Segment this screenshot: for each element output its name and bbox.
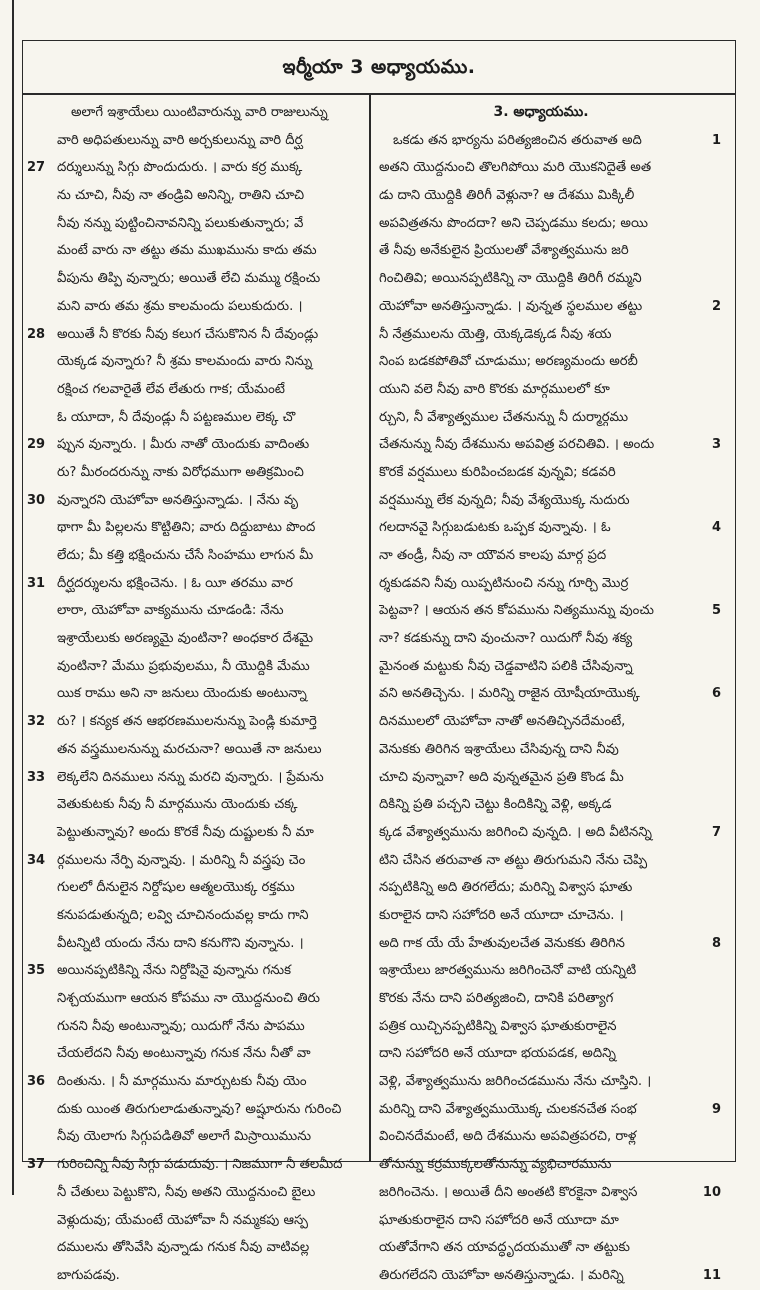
line-text: చేయలేదని నీవు అంటున్నావు గనుక నేను నీతో వా [57, 1046, 311, 1062]
text-line [27, 1068, 355, 1096]
text-line [379, 1013, 721, 1041]
chapter-heading: 3. అధ్యాయము. [493, 104, 589, 120]
line-text: వీపును తిప్పి వున్నారు; అయితే లేచి మమ్ము రక్షించు [57, 271, 321, 287]
text-line [27, 431, 355, 459]
text-line [27, 847, 355, 875]
line-text: రక్షించ గలవారైతే లేవ లేతురు గాక; యేమంటే [57, 381, 285, 397]
text-line [379, 210, 721, 238]
text-line [27, 902, 355, 930]
verse-number: 11 [702, 1267, 721, 1283]
text-line [379, 874, 721, 902]
line-text: యతోవేగాని తన యావద్ధృదయముతో నా తట్టుకు [379, 1240, 630, 1256]
line-text: చూచి వున్నావా? అది వున్నతమైన ప్రతి కొండ మీ [379, 769, 624, 785]
line-text: అపవిత్రతను పొందదా? అని చెప్పడము కలదు; అయి [379, 215, 648, 231]
line-text: ఇశ్రాయేలు జారత్వమును జరిగించెనో వాటి యన్నిటి [379, 963, 637, 979]
line-text: లేదు; మీ కత్తి భక్షించును చేసే సింహము లాగున మీ [57, 548, 314, 563]
line-text: ఒకడు తన భార్యను పరిత్యజించిన తరువాత అది [393, 132, 642, 148]
line-text: చేతనున్ను నీవు దేశమును అపవిత్ర పరచితివి. । అందు [379, 437, 655, 453]
verse-number: 1 [711, 132, 721, 148]
text-line [379, 819, 721, 847]
line-text: ఘాతుకురాలైన దాని సహోదరి అనే యూదా మా [379, 1212, 619, 1228]
line-text: వెళ్లి, వేశ్యాత్వమును జరిగించడమును నేను చూస్తిని. । [379, 1074, 652, 1090]
verse-number: 5 [711, 603, 721, 619]
line-text: గురించిన్ని నీవు సిగ్గు పడుదువు. । నిజముగా నీ తలమీద [57, 1157, 343, 1173]
line-text: అలాగే ఇశ్రాయేలు యింటివారున్ను వారి రాజులున్ను [71, 105, 328, 120]
line-text: వీటన్నిటి యందు నేను దాని కనుగొని వున్నాను. । [57, 935, 304, 951]
line-text: వని అనతిచ్చెను. । మరిన్ని రాజైన యోషీయాయొక్క [379, 686, 640, 702]
line-text: యిక రాము అని నా జనులు యెందుకు అంటున్నా [57, 686, 307, 702]
text-line [379, 957, 721, 985]
text-line [379, 597, 721, 625]
line-text: తిరుగలేదని యెహోవా అనతిస్తున్నాడు. । మరిన్ని [379, 1267, 624, 1283]
line-text: నీ నేత్రములను యెత్తి, యెక్కడెక్కడ నీవు శయ [379, 326, 612, 342]
verse-number: 33 [27, 769, 46, 785]
text-line [379, 902, 721, 930]
text-line [379, 265, 721, 293]
text-line [379, 182, 721, 210]
text-line [379, 514, 721, 542]
verse-number: 37 [27, 1157, 46, 1173]
line-text: అది గాక యే యే హేతువులచేత వెనుకకు తిరిగిన [379, 935, 625, 951]
text-line [27, 874, 355, 902]
text-line [379, 653, 721, 681]
text-line [27, 1207, 355, 1235]
line-text: క్కడ వేశ్యాత్వమును జరిగించి వున్నది. । అది వీటినన్ని [379, 824, 652, 840]
text-line [27, 265, 355, 293]
line-text: మరిన్ని దాని వేశ్యాత్వముయొక్క చులకనచేత సంభ [379, 1101, 637, 1117]
text-line [27, 1123, 355, 1151]
line-text: నిశ్చయముగా ఆయన కోపము నా యొద్దనుంచి తిరు [57, 991, 320, 1006]
text-line [379, 736, 721, 764]
text-line [379, 487, 721, 515]
right-text-column [379, 99, 721, 1290]
line-text: రు? । కన్యక తన ఆభరణములనున్ను పెండ్లి కుమార్తె [57, 714, 317, 730]
text-line [379, 127, 721, 155]
line-text: అతని యొద్దనుంచి తొలగిపోయి మరి యొకనిదైతే అత [379, 160, 652, 176]
line-text: అయినప్పటికిన్ని నేను నిర్దోషినై వున్నాను గనుక [57, 963, 291, 979]
verse-number: 9 [711, 1101, 721, 1117]
text-line [27, 542, 355, 570]
line-text: దాని సహోదరి అనే యూదా భయపడక, అదిన్ని [379, 1046, 616, 1062]
line-text: వర్షమున్ను లేక వున్నది; నీవు వేశ్యయొక్క నుదురు [379, 492, 630, 508]
text-line [27, 154, 355, 182]
line-text: గులలో దీనులైన నిర్దోషుల ఆత్మలయొక్క రక్తము [57, 880, 295, 896]
text-line [379, 1096, 721, 1124]
text-line [27, 957, 355, 985]
line-text: నింప బడకపోతివో చూడుము; అరణ్యమందు అరబీ [379, 354, 638, 370]
text-line [379, 404, 721, 432]
line-text: జరిగించెను. । అయితే దీని అంతటి కొరకైనా విశ్వాస [379, 1184, 638, 1200]
verse-number: 30 [27, 492, 46, 508]
line-text: ప్పున వున్నారు. । మీరు నాతో యెందుకు వాదింతు [57, 437, 310, 453]
text-line [27, 99, 355, 127]
verse-number: 4 [711, 520, 721, 536]
line-text: కొరకే వర్షములు కురిపించబడక వున్నవి; కడవరి [379, 464, 616, 480]
line-text: నప్పటికిన్ని అది తిరగలేదు; మరిన్ని విశ్వాస ఘాతు [379, 880, 633, 896]
verse-number: 3 [711, 437, 721, 453]
line-text: యెహోవా అనతిస్తున్నాడు. । వున్నత స్థలముల తట్టు [379, 298, 643, 314]
header-divider [23, 93, 735, 95]
text-line [379, 1123, 721, 1151]
line-text: రు? మీరందరున్ను నాకు విరోధముగా అతిక్రమించి [57, 464, 304, 480]
text-line [27, 127, 355, 155]
verse-number: 34 [27, 852, 46, 868]
line-text: నా? కడకున్ను దాని వుంచునా? యిదుగో నీవు శక్య [379, 631, 633, 647]
text-line [27, 985, 355, 1013]
verse-number: 2 [711, 298, 721, 314]
page-title: ఇర్మీయా 3 అధ్యాయము. [282, 55, 476, 78]
text-line [379, 237, 721, 265]
text-line [27, 819, 355, 847]
text-line [27, 570, 355, 598]
text-line [27, 348, 355, 376]
text-line [379, 348, 721, 376]
text-line [27, 1040, 355, 1068]
line-text: పెట్టవా? । ఆయన తన కోపమును నిత్యమున్ను వుంచు [379, 603, 654, 619]
line-text: వారి అధిపతులున్ను వారి అర్చకులున్ను వారి దీర్ఘ [57, 132, 303, 148]
line-text: వెనుకకు తిరిగిన ఇశ్రాయేలు చేసివున్న దాని నీవు [379, 741, 619, 757]
verse-number: 27 [27, 160, 46, 176]
line-text: లెక్కలేని దినములు నన్ను మరచి వున్నారు. । ప్రేమను [57, 769, 324, 785]
text-line [27, 1151, 355, 1179]
text-line [27, 1179, 355, 1207]
verse-number: 32 [27, 714, 46, 730]
text-line [27, 930, 355, 958]
line-text: వించినదేమంటే, అది దేశమును అపవిత్రపరచి, రాళ్ల [379, 1129, 637, 1145]
text-line [27, 321, 355, 349]
line-text: నా తండ్రీ, నీవు నా యౌవన కాలపు మార్గ ప్రద [379, 548, 607, 563]
text-line [379, 459, 721, 487]
verse-number: 10 [702, 1184, 721, 1200]
verse-number: 35 [27, 963, 46, 979]
text-line [379, 985, 721, 1013]
text-line [379, 1234, 721, 1262]
line-text: బాగుపడవు. [57, 1267, 120, 1283]
text-line [379, 791, 721, 819]
text-line [27, 1262, 355, 1290]
text-line [379, 1179, 721, 1207]
line-text: గించితివి; అయినప్పటికిన్ని నా యొద్దికి తిరిగీ రమ్మని [379, 271, 642, 287]
left-text-column [27, 99, 355, 1290]
text-line [27, 1096, 355, 1124]
line-text: దములను తోసివేసి వున్నాడు గనుక నీవు వాటివల్ల [57, 1240, 310, 1256]
line-text: ర్గములను నేర్పి వున్నావు. । మరిన్ని నీ వస్త్రపు చెం [57, 852, 306, 868]
text-line [27, 376, 355, 404]
verse-number: 6 [711, 686, 721, 702]
line-text: దుకు యింత తిరుగులాడుతున్నావు? అష్షూరును గురించి [57, 1101, 342, 1117]
text-line [379, 431, 721, 459]
text-line [379, 321, 721, 349]
line-text: వున్నారని యెహోవా అనతిస్తున్నాడు. । నేను వృ [57, 492, 298, 508]
line-text: అయితే నీ కొరకు నీవు కలుగ చేసుకొనిన నీ దేవుండ్లు [57, 326, 319, 342]
line-text: ర్శకుడవని నీవు యిప్పటినుంచి నన్ను గూర్చి మొర్ర [379, 575, 629, 591]
page-binding-edge [12, 0, 14, 1195]
text-line [27, 653, 355, 681]
line-text: టిని చేసిన తరువాత నా తట్టు తిరుగుమని నేను చెప్పి [379, 852, 648, 868]
text-line [27, 708, 355, 736]
text-line [379, 680, 721, 708]
line-text: లారా, యెహోవా వాక్యమును చూడండి: నేను [57, 603, 284, 619]
line-text: వెళ్లుదువు; యేమంటే యెహోవా నీ నమ్మకపు ఆస్ప [57, 1212, 309, 1228]
text-line [27, 791, 355, 819]
line-text: కొరకు నేను దాని పరిత్యజించి, దానికి పరిత్యాగ [379, 991, 614, 1006]
text-line [379, 625, 721, 653]
line-text: పెట్టుతున్నావు? అందు కొరకే నీవు దుష్టులకు నీ మా [57, 824, 314, 840]
line-text: దర్శులున్ను సిగ్గు పొందుదురు. । వారు కర్ర ముక్క [57, 160, 303, 176]
line-text: గలదానవై సిగ్గుబడుటకు ఒప్పక వున్నావు. । ఓ [379, 520, 611, 536]
line-text: మంటే వారు నా తట్టు తమ ముఖమును కాదు తమ [57, 243, 317, 259]
line-text: వెతుకుటకు నీవు నీ మార్గమును యెందుకు చక్క [57, 797, 298, 813]
verse-number: 8 [711, 935, 721, 951]
text-line [27, 514, 355, 542]
line-text: ఇశ్రాయేలుకు అరణ్యమై వుంటినా? అంధకార దేశమై [57, 631, 314, 647]
line-text: ను చూచి, నీవు నా తండ్రివి అనిన్ని, రాతిని చూచి [57, 188, 305, 204]
text-line [379, 1151, 721, 1179]
line-text: కనుపడుతున్నది; లవ్వి చూచినందువల్ల కాదు గాని [57, 907, 309, 923]
verse-number: 28 [27, 326, 46, 342]
line-text: గునని నీవు అంటున్నావు; యిదుగో నేను పాపము [57, 1018, 305, 1034]
line-text: వుంటినా? మేము ప్రభువులము, నీ యొద్దికి మేము [57, 658, 310, 674]
text-line [27, 182, 355, 210]
text-line [379, 1068, 721, 1096]
line-text: కురాలైన దాని సహోదరి అనే యూదా చూచెను. । [379, 907, 624, 923]
text-line [379, 930, 721, 958]
verse-number: 31 [27, 575, 46, 591]
line-text: దింతును. । నీ మార్గమును మార్చుటకు నీవు యెం [57, 1074, 307, 1090]
column-divider [369, 95, 371, 1161]
text-line [27, 293, 355, 321]
line-text: తన వస్త్రములనున్ను మరచునా? అయితే నా జనులు [57, 741, 322, 757]
text-line [27, 764, 355, 792]
text-line [27, 1234, 355, 1262]
verse-number: 7 [711, 824, 721, 840]
line-text: దికిన్ని ప్రతి పచ్చని చెట్టు కిందికిన్ని వెళ్లి, అక్కడ [379, 797, 612, 813]
text-line [27, 1013, 355, 1041]
line-text: నీ చేతులు పెట్టుకొని, నీవు అతని యొద్దనుంచి బైలు [57, 1184, 316, 1200]
text-line [379, 1040, 721, 1068]
line-text: మైనంత మట్టుకు నీవు చెడ్డవాటిని పలికి చేసివున్నా [379, 658, 633, 674]
line-text: థాగా మీ పిల్లలను కొట్టితిని; వారు దిద్దుబాటు పొంద [57, 520, 316, 536]
verse-number: 29 [27, 437, 46, 453]
line-text: నీవు నన్ను పుట్టించినావనిన్ని పలుకుతున్నారు; వే [57, 215, 304, 231]
line-text: యెక్కడ వున్నారు? నీ శ్రమ కాలమందు వారు నిన్ను [57, 354, 313, 370]
text-line [27, 597, 355, 625]
text-line [379, 570, 721, 598]
line-text: ఓ యూదా, నీ దేవుండ్లు నీ పట్టణముల లెక్క చొ [57, 409, 296, 425]
verse-number: 36 [27, 1074, 46, 1090]
text-line [27, 625, 355, 653]
text-line [27, 680, 355, 708]
line-text: తోనున్ను కర్రముక్కలతోనున్ను వ్యభిచారమును [379, 1157, 612, 1173]
text-line [27, 404, 355, 432]
line-text: ర్చుని, నీ వేశ్యాత్వముల చేతనున్ను నీ దుర్మార్గము [379, 409, 629, 425]
line-text: డు దాని యొద్దికి తిరిగీ వెళ్లునా? ఆ దేశము మిక్కిలీ [379, 188, 635, 204]
line-text: తే నీవు అనేకులైన ప్రియులతో వేశ్యాత్వమును జరి [379, 243, 629, 259]
text-line [27, 237, 355, 265]
line-text: మని వారు తమ శ్రమ కాలమందు పలుకుదురు. । [57, 298, 303, 314]
text-line [379, 154, 721, 182]
line-text: నీవు యెలాగు సిగ్గుపడితివో అలాగే మిస్రాయిమును [57, 1129, 312, 1145]
text-line [379, 376, 721, 404]
page-frame [22, 40, 736, 1283]
text-line [379, 764, 721, 792]
line-text: పత్రిక యిచ్చినప్పటికిన్ని విశ్వాస ఘాతుకురాలైన [379, 1018, 617, 1034]
text-line [379, 542, 721, 570]
line-text: దినములలో యెహోవా నాతో అనతిచ్చినదేమంటే, [379, 714, 626, 730]
text-line [379, 708, 721, 736]
text-line [379, 1262, 721, 1290]
text-line [27, 210, 355, 238]
text-line [379, 1207, 721, 1235]
line-text: దీర్ఘదర్శులను భక్షించెను. । ఓ యీ తరము వార [57, 575, 293, 591]
line-text: యుని వలె నీవు వారి కొరకు మార్గములలో కూ [379, 381, 610, 397]
text-line [27, 736, 355, 764]
text-line [27, 487, 355, 515]
text-line [27, 459, 355, 487]
text-line [379, 293, 721, 321]
text-line [379, 847, 721, 875]
